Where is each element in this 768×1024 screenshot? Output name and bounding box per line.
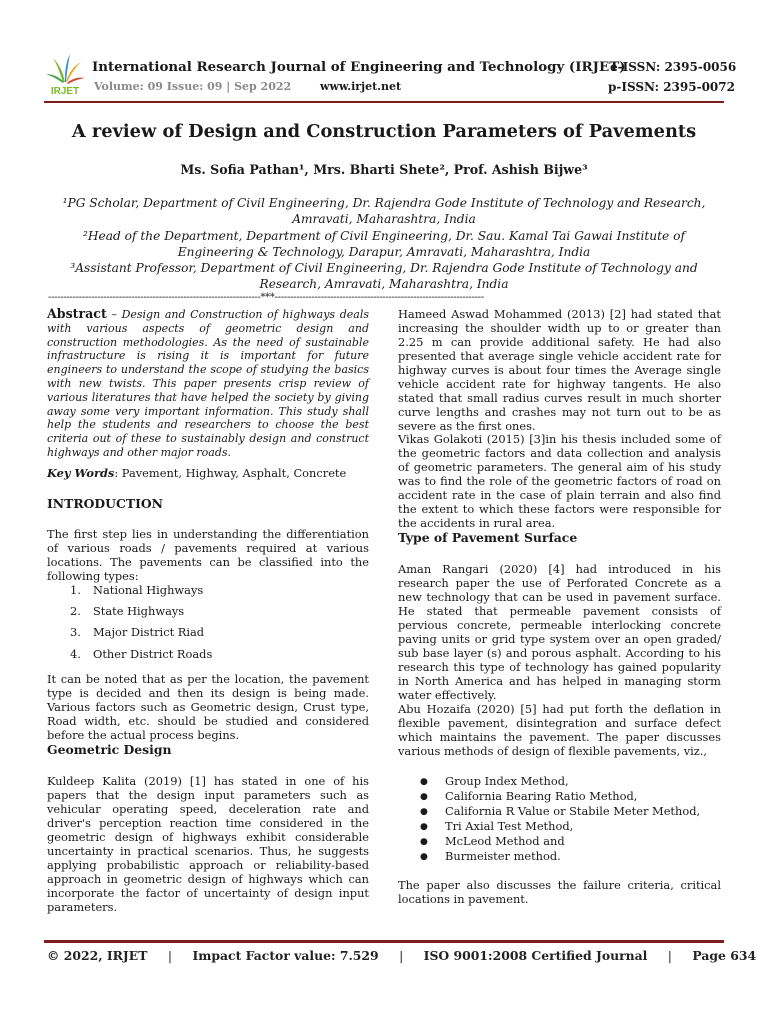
geometric-design-paragraph: Kuldeep Kalita (2019) [1] has stated in one of his papers that the design input parameters such as vehicular operating speed, deceleration rate and driver's perception reaction time considered in the geometric design of highways exhibit considerable uncertainty in practical scenarios. Thus, he suggests applying probabilistic approach or reliability-based approach in geometric design of highways which can incorporate the factor of uncertainty of design input parameters. [47, 774, 369, 914]
list-item: ● California R Value or Stabile Meter Method, [420, 804, 701, 818]
abstract-label: Abstract [47, 306, 107, 321]
footer-separator: | [667, 948, 672, 963]
eissn: e-ISSN: 2395-0056 [610, 60, 737, 74]
footer-divider [44, 940, 724, 943]
list-item: 1. National Highways [70, 583, 204, 597]
affiliation-3: ³Assistant Professor, Department of Civil Engineering, Dr. Rajendra Gode Institute of Technology and Research, Amravati, Maharashtra, India [70, 261, 698, 291]
list-item: ● California Bearing Ratio Method, [420, 789, 638, 803]
keywords-label: Key Words [47, 466, 115, 480]
bullet-icon: ● [420, 777, 428, 787]
footer-separator: | [399, 948, 404, 963]
page-footer [47, 948, 756, 963]
footer-impact-factor: Impact Factor value: 7.529 [192, 948, 379, 963]
list-item: 4. Other District Roads [70, 647, 213, 661]
introduction-paragraph-2: It can be noted that as per the location, the pavement type is decided and then its design is being made. Various factors such as Geometric design, Crust type, Road width, etc. should be studied and considered before the actual process begins. [47, 672, 369, 742]
bullet-icon: ● [420, 822, 428, 832]
right-paragraph-1: Hameed Aswad Mohammed (2013) [2] had stated that increasing the shoulder width up to or greater than 2.25 m can provide additional safety. He had also presented that average single vehicle accident rate for highway curves is about four times the Average single vehicle accident rate for highway tangents. He also stated that small radius curves result in much shorter curve lengths and crashes may not turn out to be as severe as the first ones. [398, 307, 721, 433]
right-paragraph-5: The paper also discusses the failure criteria, critical locations in pavement. [398, 878, 721, 906]
pavement-surface-heading: Type of Pavement Surface [398, 530, 578, 545]
abstract-text: – Design and Construction of highways deals with various aspects of geometric design and construction methodologies. As the need of sustainable infrastructure is rising it is important for future engineers to understand the scope of studying the basics with new twists. This paper presents crisp review of various literatures that have helped the society by giving away some very important information. This study shall help the students and researchers to choose the best criteria out of these to sustainably design and construct highways and other major roads. [47, 308, 369, 459]
header-divider [44, 101, 724, 103]
paper-title: A review of Design and Construction Parameters of Pavements [71, 121, 697, 142]
footer-separator: | [167, 948, 173, 963]
list-item: ● Burmeister method. [420, 849, 561, 863]
bullet-icon: ● [420, 807, 428, 817]
journal-name: International Research Journal of Engineering and Technology (IRJET) [92, 59, 626, 75]
introduction-heading: INTRODUCTION [47, 496, 163, 511]
affiliation-2: ²Head of the Department, Department of Civil Engineering, Dr. Sau. Kamal Tai Gawai Institute of Engineering & Technology, Darapur, Amravati, Maharashtra, India [83, 229, 685, 259]
geometric-design-heading: Geometric Design [47, 742, 172, 757]
list-item: ● McLeod Method and [420, 834, 565, 848]
bullet-icon: ● [420, 852, 428, 862]
keywords-text: : Pavement, Highway, Asphalt, Concrete [114, 466, 347, 480]
right-paragraph-2: Vikas Golakoti (2015) [3]in his thesis included some of the geometric factors and data collection and analysis of geometric parameters. The general aim of his study was to find the role of the geometric factors of road on accident rate in the case of plain terrain and also find the extent to which these factors were responsible for the accidents in rural area. [398, 432, 721, 530]
right-paragraph-4: Abu Hozaifa (2020) [5] had put forth the deflation in flexible pavement, disintegration and surface defect which maintains the pavement. The paper discusses various methods of design of flexible pavements, viz., [398, 702, 721, 758]
list-item: 3. Major District Riad [70, 625, 205, 639]
logo-text: IRJET [50, 86, 80, 96]
list-item: 2. State Highways [70, 604, 185, 618]
pissn: p-ISSN: 2395-0072 [608, 80, 735, 94]
bullet-icon: ● [420, 792, 428, 802]
authors: Ms. Sofia Pathan¹, Mrs. Bharti Shete², Prof. Ashish Bijwe³ [180, 162, 588, 177]
list-item: ● Group Index Method, [420, 774, 569, 788]
footer-page-number: Page 634 [692, 948, 757, 963]
website-link[interactable]: www.irjet.net [320, 80, 402, 93]
footer-copyright: © 2022, IRJET [47, 948, 148, 963]
section-separator: ---------------------------------------------------------------------***-------------------------------------------------------------------- [48, 292, 484, 303]
keywords [47, 466, 369, 480]
right-paragraph-3: Aman Rangari (2020) [4] had introduced in his research paper the use of Perforated Concrete as a new technology that can be used in pavement surface. He stated that permeable pavement consists of pervious concrete, permeable interlocking concrete paving units or grid type system over an open graded/ sub base layer (s) and porous asphalt. According to his research this type of technology has gained popularity in North America and has helped in managing storm water effectively. [398, 562, 721, 702]
logo-leaves-icon [46, 54, 85, 84]
bullet-icon: ● [420, 837, 428, 847]
affiliation-1: ¹PG Scholar, Department of Civil Engineering, Dr. Rajendra Gode Institute of Technology and Research, Amravati, Maharashtra, India [62, 196, 706, 226]
abstract [47, 307, 369, 460]
journal-logo [44, 52, 86, 96]
footer-iso: ISO 9001:2008 Certified Journal [423, 948, 648, 963]
volume-issue: Volume: 09 Issue: 09 | Sep 2022 [94, 80, 292, 93]
introduction-paragraph-1: The first step lies in understanding the differentiation of various roads / pavements required at various locations. The pavements can be classified into the following types: [47, 527, 369, 583]
list-item: ● Tri Axial Test Method, [420, 819, 574, 833]
